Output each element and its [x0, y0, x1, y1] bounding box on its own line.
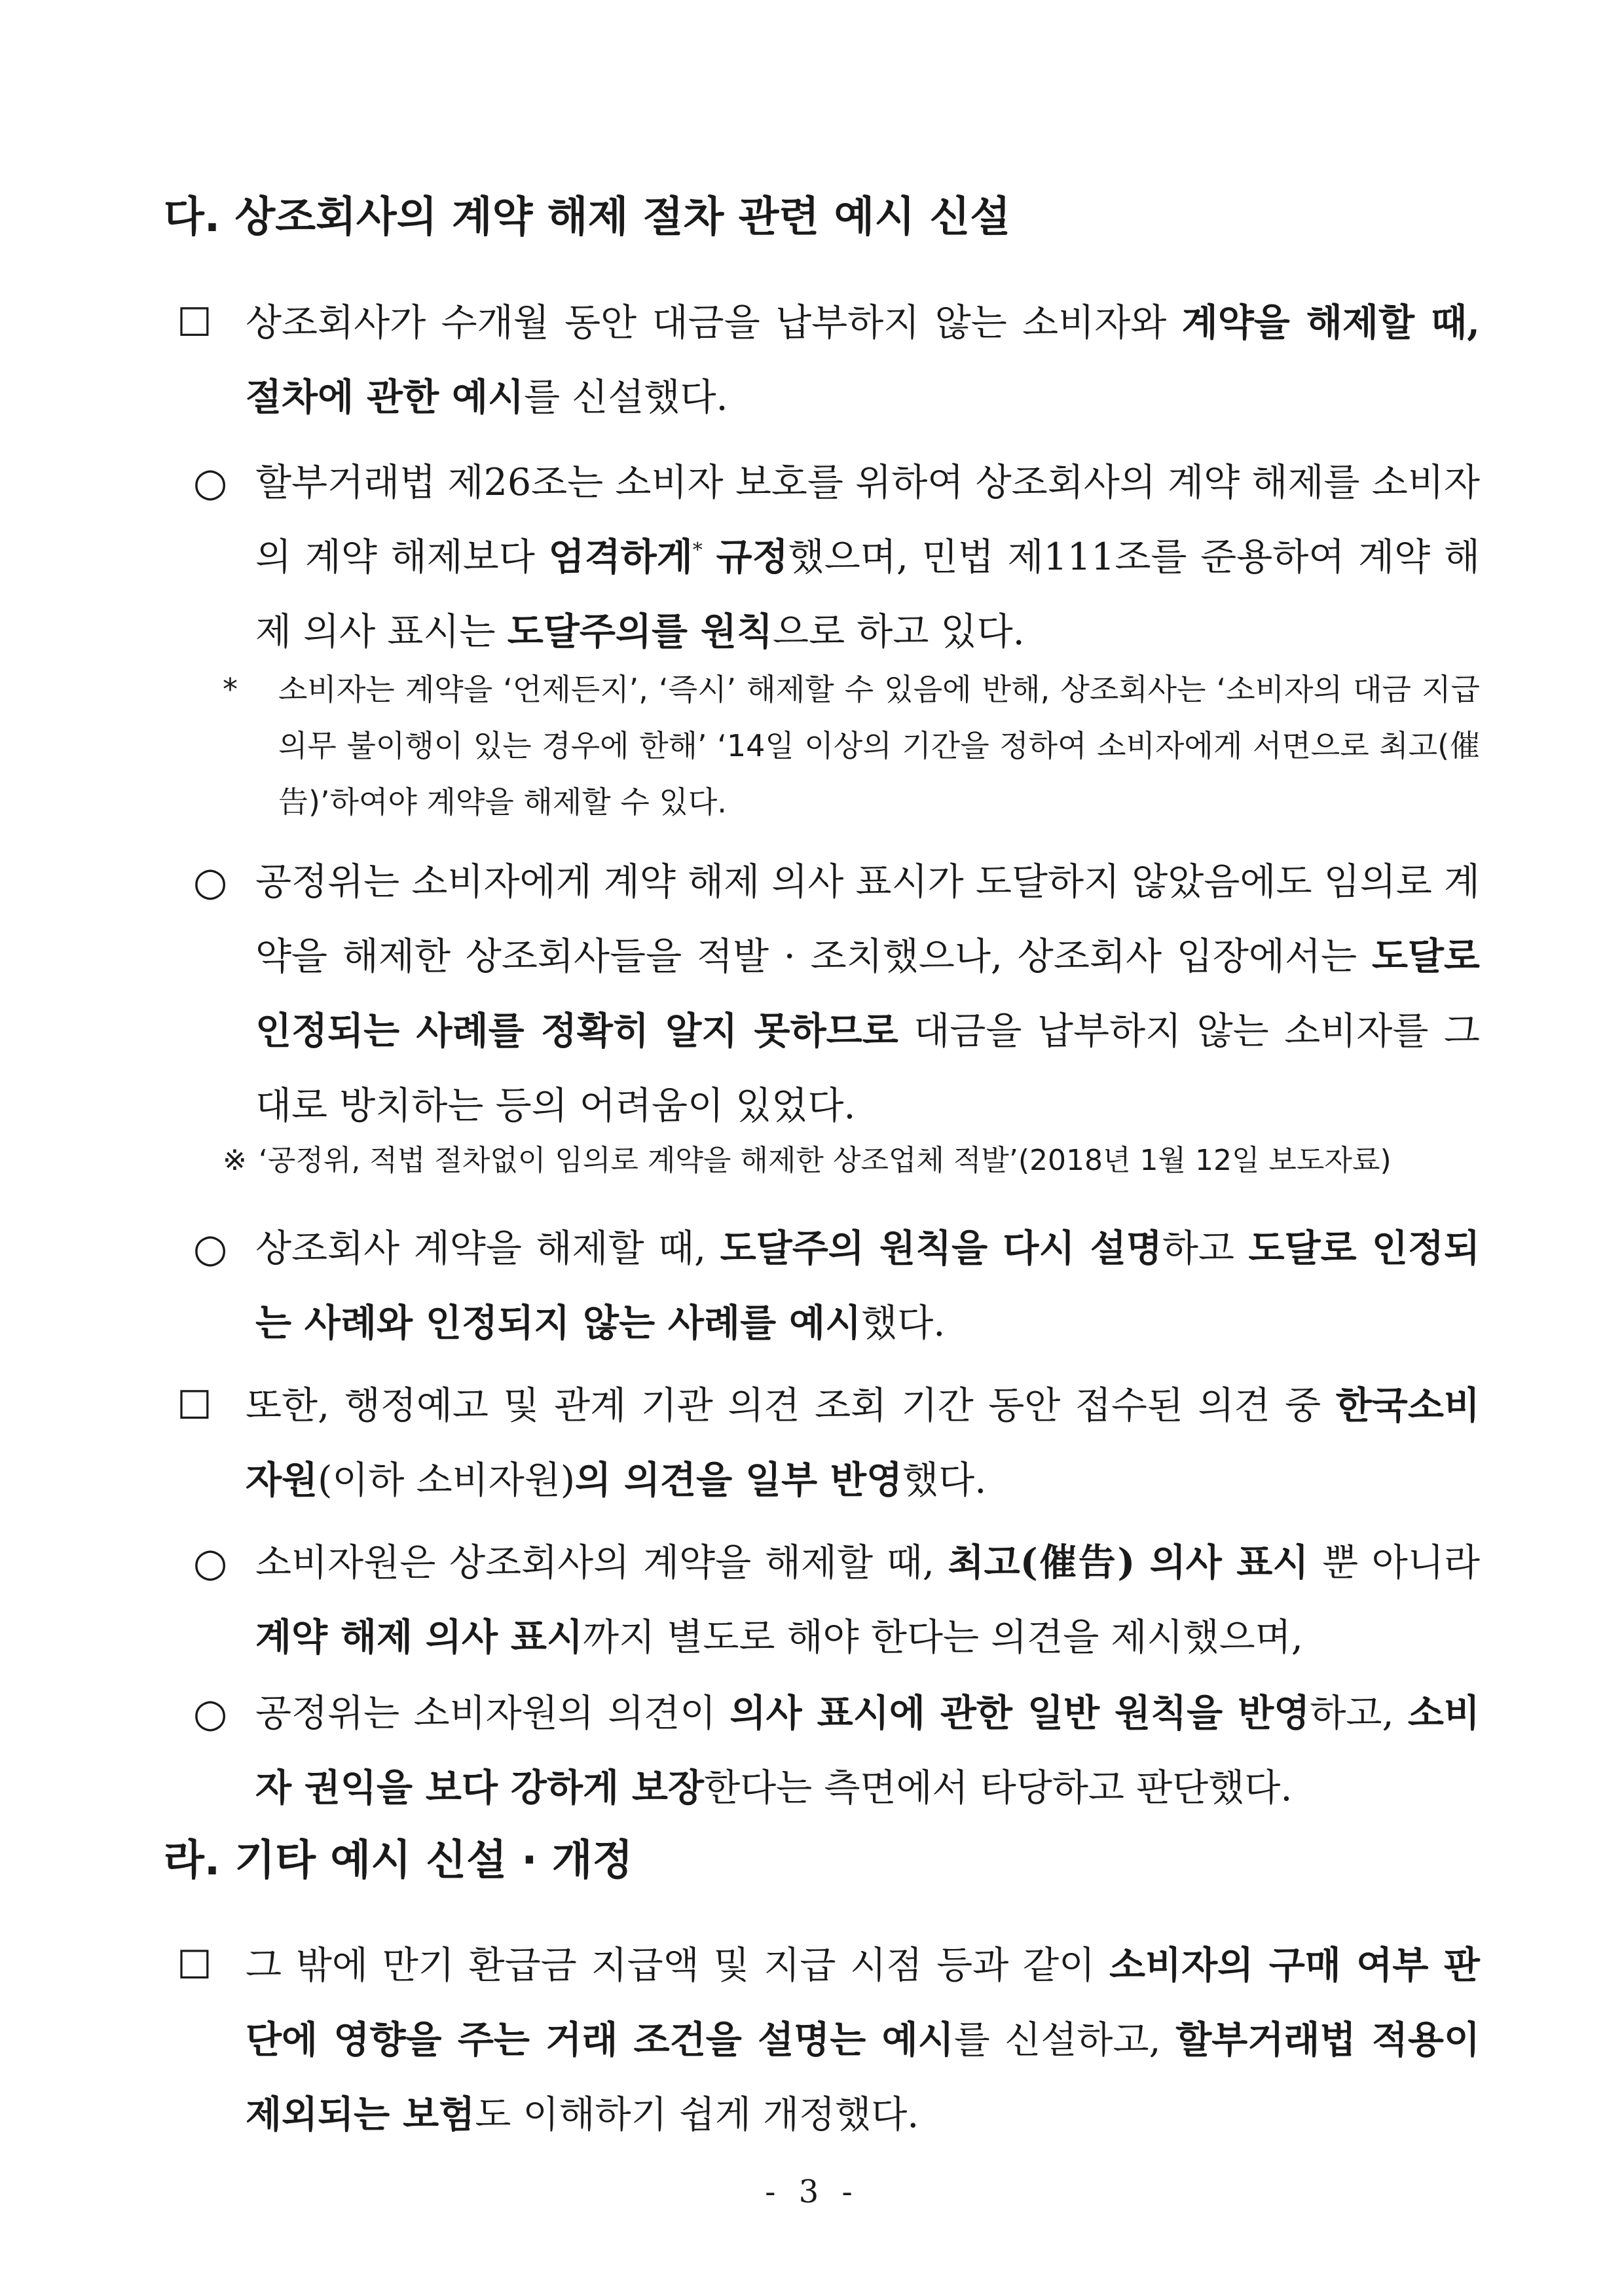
- paragraph-da-3: ○ 공정위는 소비자에게 계약 해제 의사 표시가 도달하지 않았음에도 임의로 계약을 해제한 상조회사들을 적발 · 조치했으나, 상조회사 입장에서는 도달로 인정되는 사례를 정확히 알지 못하므로 대금을 납부하지 않는 소비자를 그대로 방치하는 등의 어려움이 있었다.: [193, 845, 1480, 1143]
- circle-marker: ○: [193, 1226, 228, 1271]
- circle-marker: ○: [193, 859, 228, 905]
- paragraph-da-7: ○ 공정위는 소비자원의 의견이 의사 표시에 관한 일반 원칙을 반영하고, 소비자 권익을 보다 강하게 보장한다는 측면에서 타당하고 판단했다.: [193, 1676, 1480, 1825]
- circle-marker: ○: [193, 460, 228, 505]
- circle-marker: ○: [193, 1540, 228, 1586]
- reference-mark-icon: ※: [223, 1144, 247, 1177]
- checkbox-square-marker: ☐: [177, 1383, 212, 1429]
- asterisk-marker: *: [223, 672, 238, 707]
- page-number: - 3 -: [765, 2174, 859, 2210]
- paragraph-da-5: ☐ 또한, 행정예고 및 관계 기관 의견 조회 기간 동안 접수된 의견 중 한국소비자원(이하 소비자원)의 의견을 일부 반영했다.: [177, 1368, 1480, 1518]
- circle-marker: ○: [193, 1690, 228, 1736]
- footnote-text: 소비자는 계약을 ‘언제든지’, ‘즉시’ 해제할 수 있음에 반해, 상조회사는 ‘소비자의 대금 지급 의무 불이행이 있는 경우에 한해’ ‘14일 이상의 기간을 정하여 소비자에게 서면으로 최고(催告)’하여야 계약을 해제할 수 있다.: [278, 672, 1480, 820]
- footnote-asterisk: [223, 661, 1480, 830]
- section-heading-da: 다. 상조회사의 계약 해제 절차 관련 예시 신설: [164, 193, 1011, 242]
- checkbox-square-marker: ☐: [177, 1942, 212, 1988]
- section-heading-ra: 라. 기타 예시 신설 · 개정: [164, 1836, 633, 1885]
- paragraph-da-6: ○ 소비자원은 상조회사의 계약을 해제할 때, 최고(催告) 의사 표시 뿐 아니라 계약 해제 의사 표시까지 별도로 해야 한다는 의견을 제시했으며,: [193, 1525, 1480, 1675]
- checkbox-square-marker: ☐: [177, 300, 212, 346]
- paragraph-da-4: ○ 상조회사 계약을 해제할 때, 도달주의 원칙을 다시 설명하고 도달로 인정되는 사례와 인정되지 않는 사례를 예시했다.: [193, 1211, 1480, 1360]
- paragraph-ra-1: ☐ 그 밖에 만기 환급금 지급액 및 지급 시점 등과 같이 소비자의 구매 여부 판단에 영향을 주는 거래 조건을 설명는 예시를 신설하고, 할부거래법 적용이 제외되는 보험도 이해하기 쉽게 개정했다.: [177, 1928, 1480, 2152]
- paragraph-da-1: ☐ 상조회사가 수개월 동안 대금을 납부하지 않는 소비자와 계약을 해제할 때, 절차에 관한 예시를 신설했다.: [177, 285, 1480, 435]
- reference-note: [223, 1133, 1480, 1189]
- reference-text: ‘공정위, 적법 절차없이 임의로 계약을 해제한 상조업체 적발’(2018년 1월 12일 보도자료): [258, 1144, 1392, 1177]
- paragraph-da-2: ○ 할부거래법 제26조는 소비자 보호를 위하여 상조회사의 계약 해제를 소비자의 계약 해제보다 엄격하게* 규정했으며, 민법 제111조를 준용하여 계약 해제 의사 표시는 도달주의를 원칙으로 하고 있다.: [193, 445, 1480, 669]
